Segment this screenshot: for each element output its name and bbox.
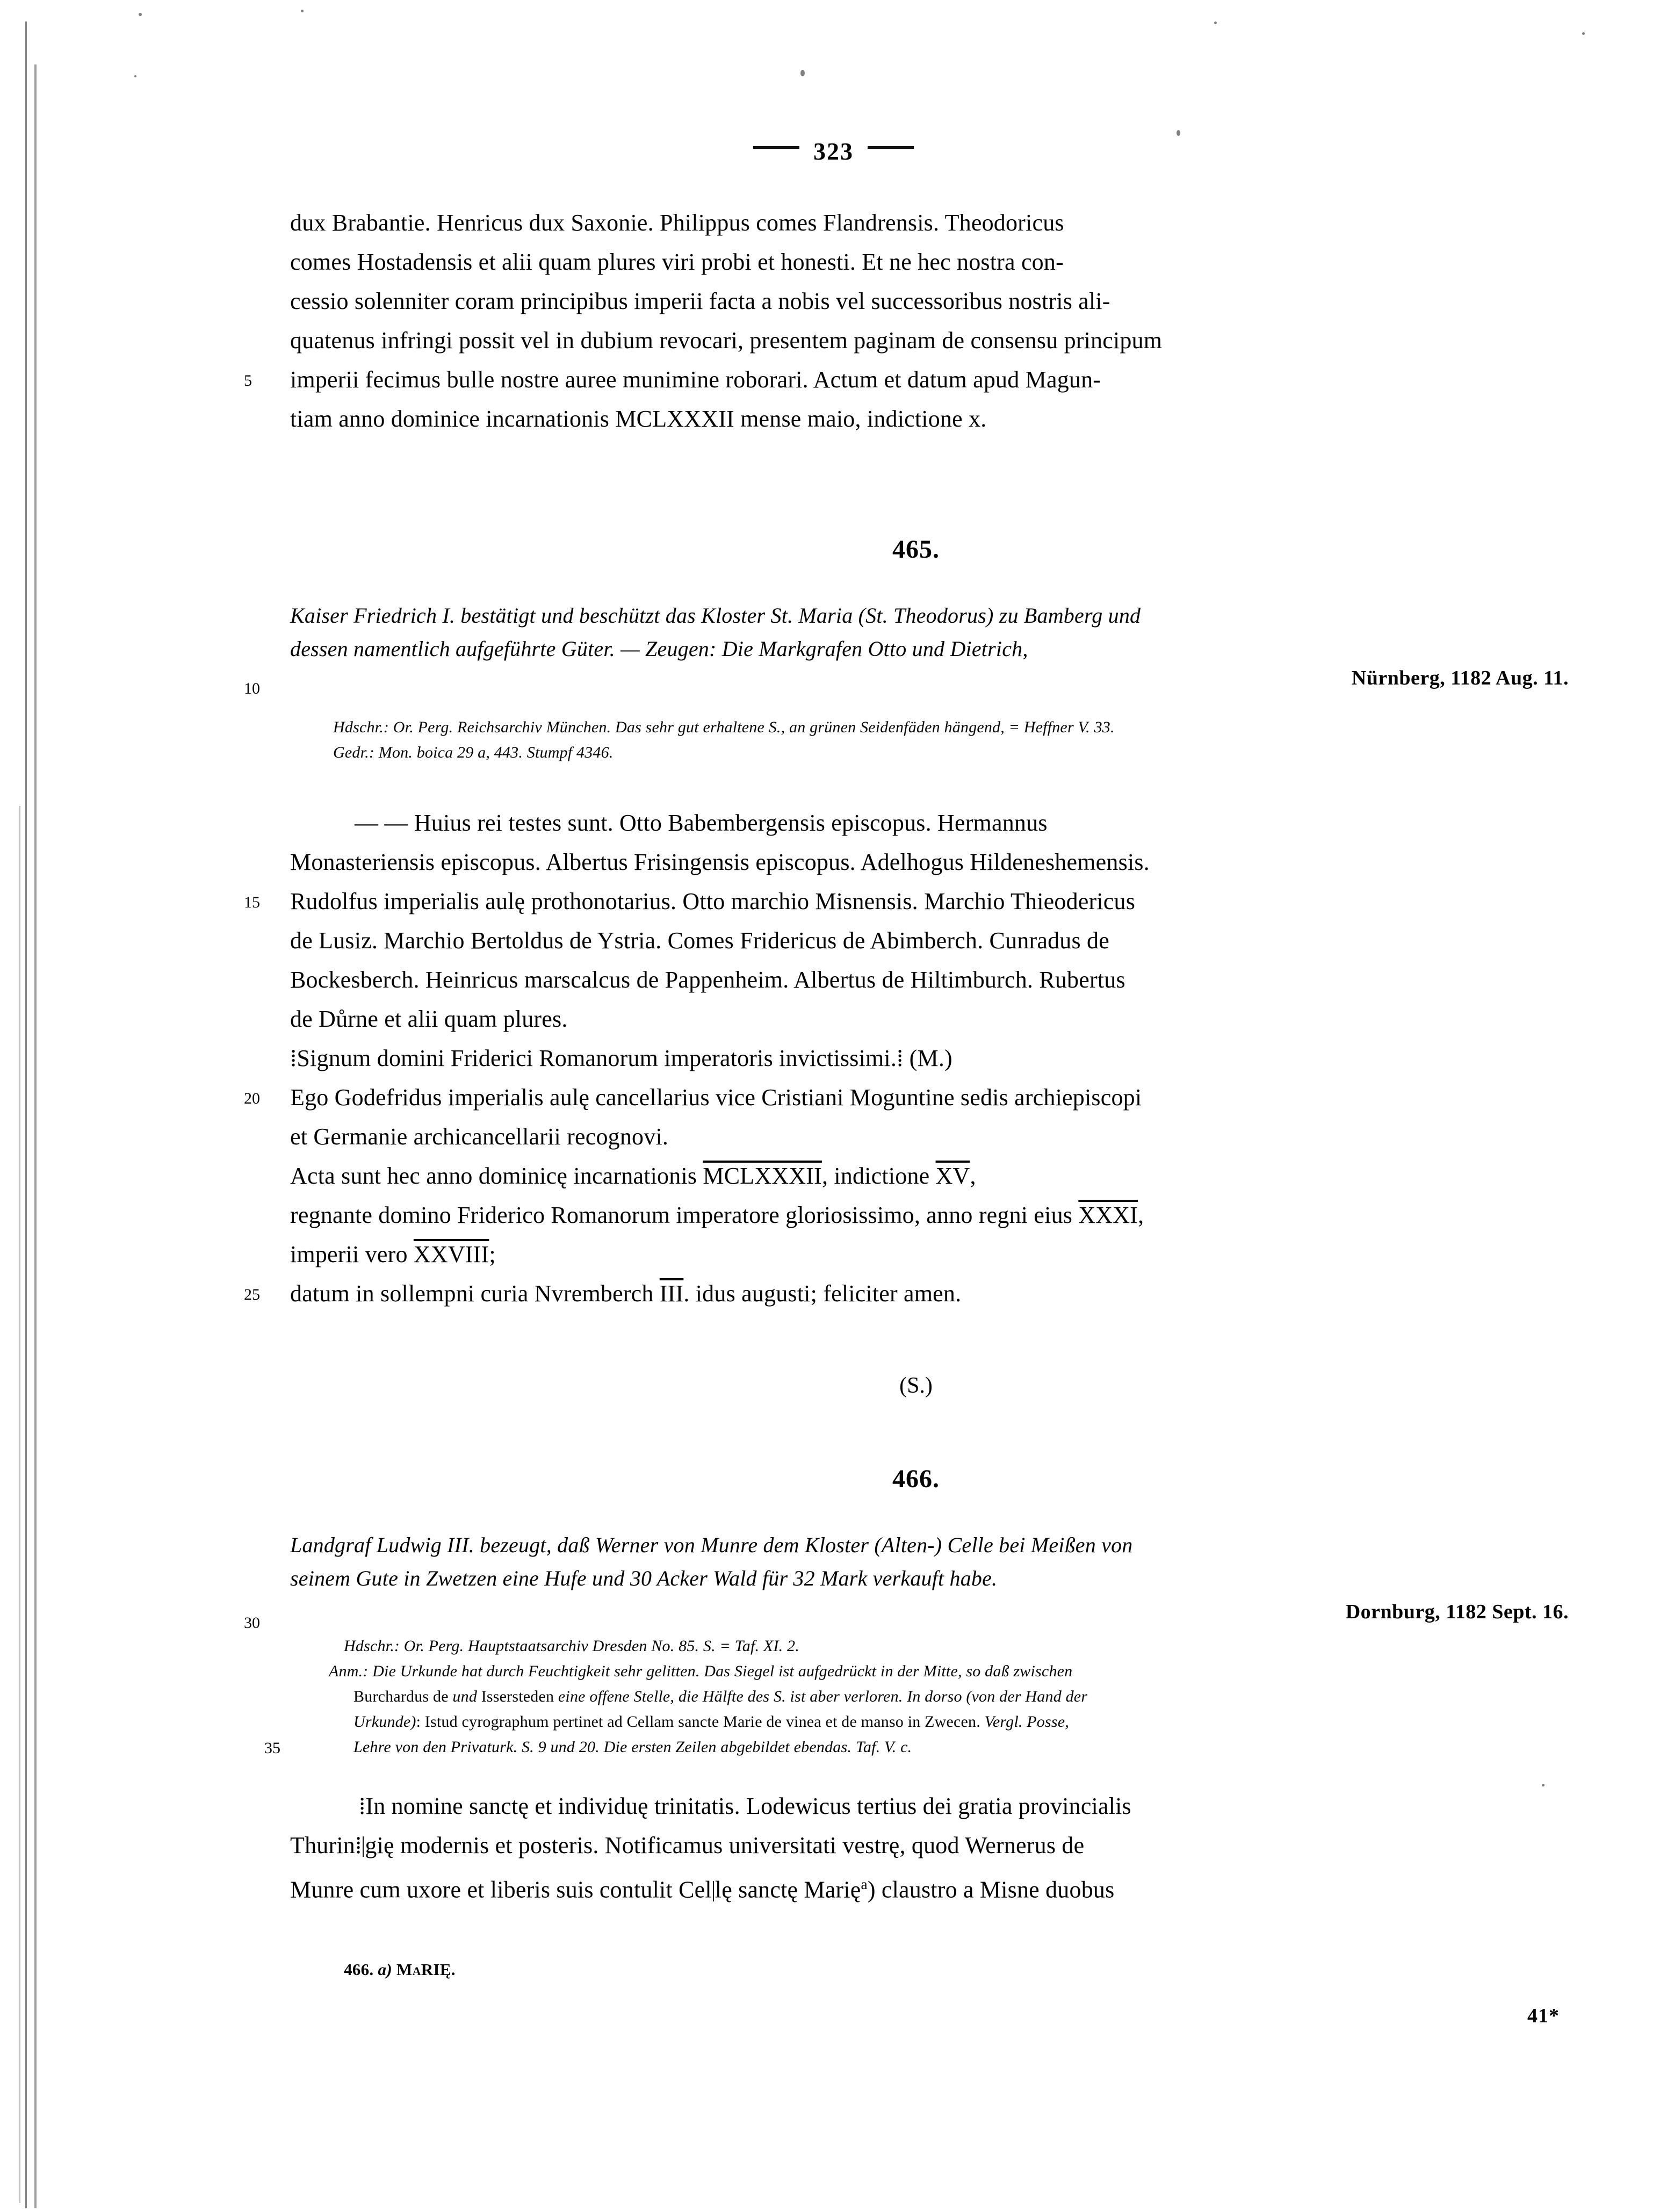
apparatus-text: Die Urkunde hat durch Feuchtigkeit sehr gelitten. Das Siegel ist aufgedrückt in der Mitte, so daß zwischen: [368, 1662, 1073, 1680]
body-line: [290, 1786, 1542, 1826]
apparatus-text: Or. Perg. Hauptstaatsarchiv Dresden No. 85. S. = Taf. XI. 2.: [400, 1637, 799, 1655]
place-date-465: Nürnberg, 1182 Aug. 11.: [1351, 667, 1569, 689]
document-466-body: [290, 1786, 1542, 1910]
roman-numeral-indiction: $\overline{XV}$: [935, 1163, 970, 1189]
scan-speck: [301, 10, 304, 12]
imperii-post: ;: [489, 1241, 496, 1267]
reign-post: ,: [1138, 1202, 1144, 1228]
line-number-30: 30: [244, 1614, 260, 1632]
scan-speck: [1542, 1784, 1545, 1786]
apparatus-text: und: [448, 1688, 481, 1705]
apparatus-line: [353, 1684, 1569, 1709]
body-line-text: Rudolfus imperialis aulę prothonotarius. Otto marchio Misnensis. Marchio Thieodericus: [290, 888, 1136, 914]
scan-artifact-streak: [25, 21, 27, 2208]
line-number-15: 15: [244, 894, 260, 911]
apparatus-text: eine offene Stelle, die Hälfte des S. ist aber verloren. In dorso (von der Hand der: [554, 1688, 1088, 1705]
footnote-reference-a: a: [861, 1876, 868, 1892]
body-line: de Důrne et alii quam plures.: [290, 1006, 568, 1032]
body-line: Bockesberch. Heinricus marscalcus de Pappenheim. Albertus de Hiltimburch. Rubertus: [290, 967, 1125, 993]
line-number-5: 5: [244, 372, 252, 390]
body-line: Monasteriensis episcopus. Albertus Frisingensis episcopus. Adelhogus Hildeneshemensis.: [290, 849, 1150, 875]
page-header: [0, 137, 1667, 165]
line-number-25: 25: [244, 1286, 260, 1303]
apparatus-roman-text: Burchardus de: [353, 1688, 449, 1705]
body-line-text: imperii fecimus bulle nostre auree munimine roborari. Actum et datum apud Magun-: [290, 366, 1101, 393]
apparatus-text: Urkunde): [353, 1713, 416, 1731]
body-line-text: — — Huius rei testes sunt. Otto Babembergensis episcopus. Hermannus: [355, 810, 1048, 836]
body-line-text-c: ) claustro a Misne duobus: [867, 1876, 1115, 1903]
body-line: [290, 1826, 1542, 1865]
apparatus-label: Hdschr.:: [344, 1637, 400, 1655]
roman-numeral-imperial-year: XXVIII: [413, 1241, 489, 1267]
dating-clause-line: [290, 1156, 1542, 1195]
regest-line: dessen namentlich aufgeführte Güter. — Zeugen: Die Markgrafen Otto und Dietrich,: [290, 637, 1028, 661]
body-line: [244, 360, 1542, 399]
body-line: de Lusiz. Marchio Bertoldus de Ystria. Comes Fridericus de Abimberch. Cunradus de: [290, 927, 1109, 954]
page-number: 323: [813, 138, 854, 165]
body-line-text-a: Thurin: [290, 1832, 355, 1858]
header-rule-right: [868, 146, 914, 149]
line-break-bar: [363, 1836, 364, 1857]
body-line: [244, 1078, 1542, 1117]
dating-pre: Acta sunt hec anno dominicę incarnationis: [290, 1163, 703, 1189]
regest-466: [290, 1529, 1569, 1595]
body-line-text-pre: tiam anno dominice incarnationis: [290, 406, 616, 432]
imperii-pre: imperii vero: [290, 1241, 414, 1267]
footnote-marker: a): [378, 1960, 392, 1979]
body-line: [244, 882, 1542, 921]
reign-pre: regnante domino Friderico Romanorum imperatore gloriosissimo, anno regni eius: [290, 1202, 1079, 1228]
apparatus-roman-text: : Istud cyrographum pertinet ad Cellam sancte Marie de vinea et de manso in Zwecen.: [416, 1713, 980, 1731]
body-line: dux Brabantie. Henricus dux Saxonie. Philippus comes Flandrensis. Theodoricus: [290, 210, 1064, 236]
scan-speck: [134, 75, 136, 77]
footnote-466a: [344, 1960, 456, 1979]
place-date-466: Dornburg, 1182 Sept. 16.: [1345, 1601, 1569, 1623]
line-number-20: 20: [244, 1090, 260, 1107]
regest-465: [290, 599, 1569, 666]
line-number-35: 35: [264, 1739, 280, 1757]
sheet-signature: 41*: [1527, 2005, 1560, 2027]
body-line: comes Hostadensis et alii quam plures viri probi et honesti. Et ne hec nostra con-: [290, 249, 1064, 275]
roman-numeral-regnal-year: XXXI: [1078, 1202, 1138, 1228]
body-line-signum: ⁞Signum domini Friderici Romanorum imperatoris invictissimi.⁞ (M.): [290, 1045, 952, 1071]
body-line: [290, 1865, 1542, 1910]
scan-speck: [1177, 130, 1180, 136]
scan-artifact-streak: [34, 64, 37, 2208]
roman-numeral-year: MCLXXXII: [703, 1163, 822, 1189]
seal-mark-465: (S.): [899, 1373, 933, 1398]
apparatus-line: [353, 1709, 1569, 1734]
apparatus-text: Vergl. Posse,: [980, 1713, 1069, 1731]
apparatus-466: [264, 1633, 1569, 1760]
body-line-text-b: lę sanctę Marię: [715, 1876, 861, 1903]
regest-line: Kaiser Friedrich I. bestätigt und beschützt das Kloster St. Maria (St. Theodorus) zu Bamberg und: [290, 603, 1141, 628]
line-break-bar: [713, 1881, 714, 1901]
line-number-10: 10: [244, 680, 260, 697]
body-line: quatenus infringi possit vel in dubium revocari, presentem paginam de consensu principum: [290, 327, 1163, 354]
datum-line: [244, 1274, 1542, 1313]
document-number-466: 466.: [892, 1465, 940, 1493]
reign-clause-line: [290, 1195, 1542, 1235]
punctus-divider: ⁞: [355, 1832, 362, 1858]
datum-post: . idus augusti; feliciter amen.: [683, 1280, 962, 1307]
apparatus-line: [264, 1734, 1569, 1760]
roman-numeral-idus: $\overline{III}$: [659, 1280, 684, 1307]
body-line-text-a: Munre cum uxore et liberis suis contulit Cel: [290, 1876, 712, 1903]
body-line-text-b: gię modernis et posteris. Notificamus universitati vestrę, quod Wernerus de: [365, 1832, 1085, 1858]
apparatus-465: [333, 715, 1569, 765]
apparatus-text: Lehre von den Privaturk. S. 9 und 20. Die ersten Zeilen abgebildet ebendas. Taf. V. c.: [353, 1738, 912, 1756]
footnote-doc-number: 466.: [344, 1960, 374, 1979]
footnote-text: MaRIĘ.: [396, 1960, 456, 1979]
dating-mid: , indictione: [821, 1163, 936, 1189]
imperial-year-line: [290, 1235, 1542, 1274]
scan-speck: [139, 13, 142, 16]
body-line-text-post: mense maio, indictione x.: [734, 406, 987, 432]
body-line-text: ⁞In nomine sanctę et individuę trinitatis. Lodewicus tertius dei gratia provincialis: [359, 1793, 1131, 1819]
scan-speck: [1214, 21, 1217, 24]
roman-numeral: MCLXXXII: [615, 406, 734, 432]
body-line: et Germanie archicancellarii recognovi.: [290, 1123, 669, 1150]
scan-speck: [800, 70, 805, 76]
document-465-body: [244, 803, 1542, 1313]
datum-pre: datum in sollempni curia Nvremberch: [290, 1280, 660, 1307]
body-line: cessio solenniter coram principibus imperii facta a nobis vel successoribus nostris ali-: [290, 288, 1110, 314]
regest-line: Landgraf Ludwig III. bezeugt, daß Werner von Munre dem Kloster (Alten-) Celle bei Meißen von: [290, 1533, 1133, 1557]
apparatus-line-anm: [329, 1659, 1569, 1684]
continued-document-body: [244, 203, 1542, 438]
scan-artifact-streak: [19, 806, 20, 2203]
regest-line: seinem Gute in Zwetzen eine Hufe und 30 Acker Wald für 32 Mark verkauft habe.: [290, 1566, 998, 1590]
apparatus-line-hdschr: [344, 1633, 1569, 1659]
scan-speck: [1582, 32, 1585, 35]
apparatus-label: Anm.:: [329, 1662, 369, 1680]
header-rule-left: [753, 146, 799, 149]
document-number-465: 465.: [892, 535, 940, 564]
body-line: [290, 803, 1542, 842]
apparatus-roman-text: Issersteden: [481, 1688, 554, 1705]
body-line-text: Ego Godefridus imperialis aulę cancellarius vice Cristiani Moguntine sedis archiepiscopi: [290, 1084, 1142, 1111]
apparatus-line: Hdschr.: Or. Perg. Reichsarchiv München. Das sehr gut erhaltene S., an grünen Seidenfäden hängend, = Heffner V. 33.: [333, 718, 1115, 736]
body-line: [290, 399, 1542, 438]
dating-post: ,: [970, 1163, 976, 1189]
apparatus-line: Gedr.: Mon. boica 29 a, 443. Stumpf 4346.: [333, 744, 614, 761]
